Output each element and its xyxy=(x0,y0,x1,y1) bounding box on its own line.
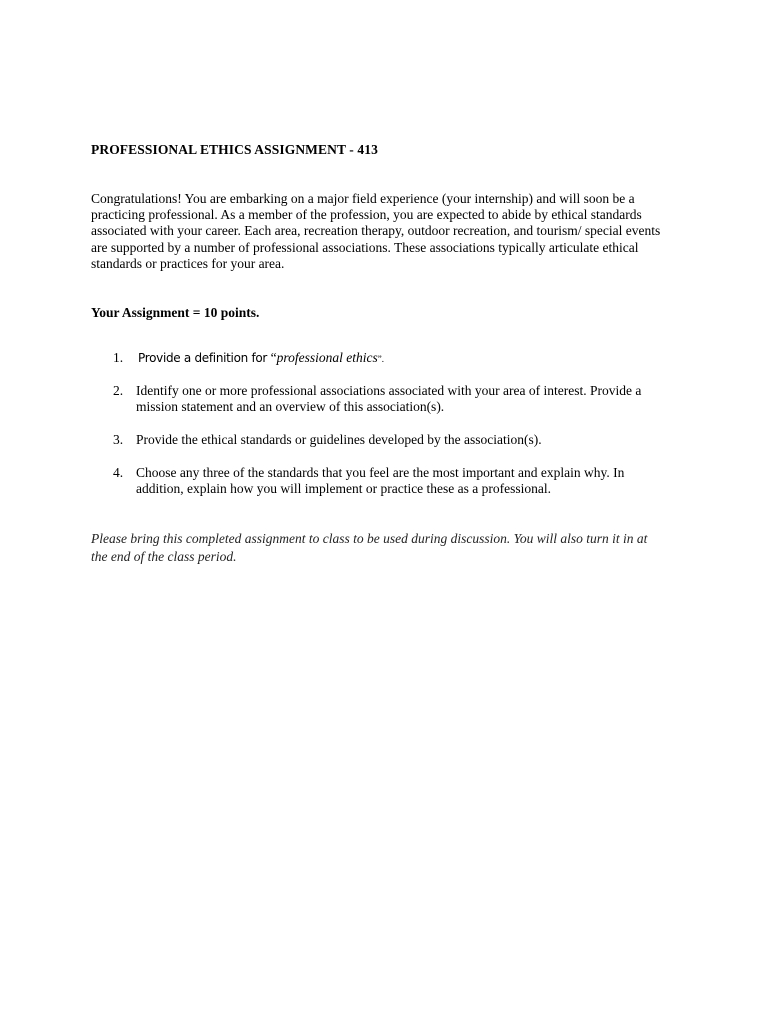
list-item-body xyxy=(138,350,678,367)
intro-line: Congratulations! You are embarking on a major field experience (your internship) and will soon be a xyxy=(91,191,635,206)
list-item-body xyxy=(136,383,676,416)
list-item-line: Provide the ethical standards or guidelines developed by the association(s). xyxy=(136,432,542,447)
assignment-heading: Your Assignment = 10 points. xyxy=(91,305,260,320)
closing-note-line: the end of the class period. xyxy=(91,548,237,564)
intro-line: practicing professional. As a member of the profession, you are expected to abide by ethical standards xyxy=(91,207,642,223)
close-quote: ”. xyxy=(377,354,384,364)
list-item-line: addition, explain how you will implement or practice these as a professional. xyxy=(136,481,552,497)
open-quote: “ xyxy=(270,350,277,365)
intro-line: are supported by a number of professional associations. These associations typically articulate ethical xyxy=(91,239,639,255)
list-item-number: 1. xyxy=(113,350,124,365)
intro-line: associated with your career. Each area, recreation therapy, outdoor recreation, and tourism/ special events xyxy=(91,223,661,239)
list-item-number: 3. xyxy=(113,432,124,447)
definition-prompt-text: Provide a definition for xyxy=(138,351,271,365)
closing-note xyxy=(91,530,691,565)
closing-note-line: Please bring this completed assignment to class to be used during discussion. You will also turn it in at xyxy=(91,531,648,546)
list-item-line: Choose any three of the standards that you feel are the most important and explain why. In xyxy=(136,465,625,480)
list-item-body xyxy=(136,432,676,448)
list-item-line: Identify one or more professional associations associated with your area of interest. Provide a xyxy=(136,383,642,398)
list-item-line xyxy=(138,350,678,367)
list-item-number: 2. xyxy=(113,383,124,398)
professional-ethics-term: professional ethics xyxy=(276,350,378,365)
list-item-number: 4. xyxy=(113,465,124,480)
list-item-line: mission statement and an overview of this association(s). xyxy=(136,399,445,415)
intro-line: standards or practices for your area. xyxy=(91,255,285,271)
list-item-body xyxy=(136,465,676,498)
document-title: PROFESSIONAL ETHICS ASSIGNMENT - 413 xyxy=(91,142,378,157)
intro-paragraph xyxy=(91,191,691,272)
